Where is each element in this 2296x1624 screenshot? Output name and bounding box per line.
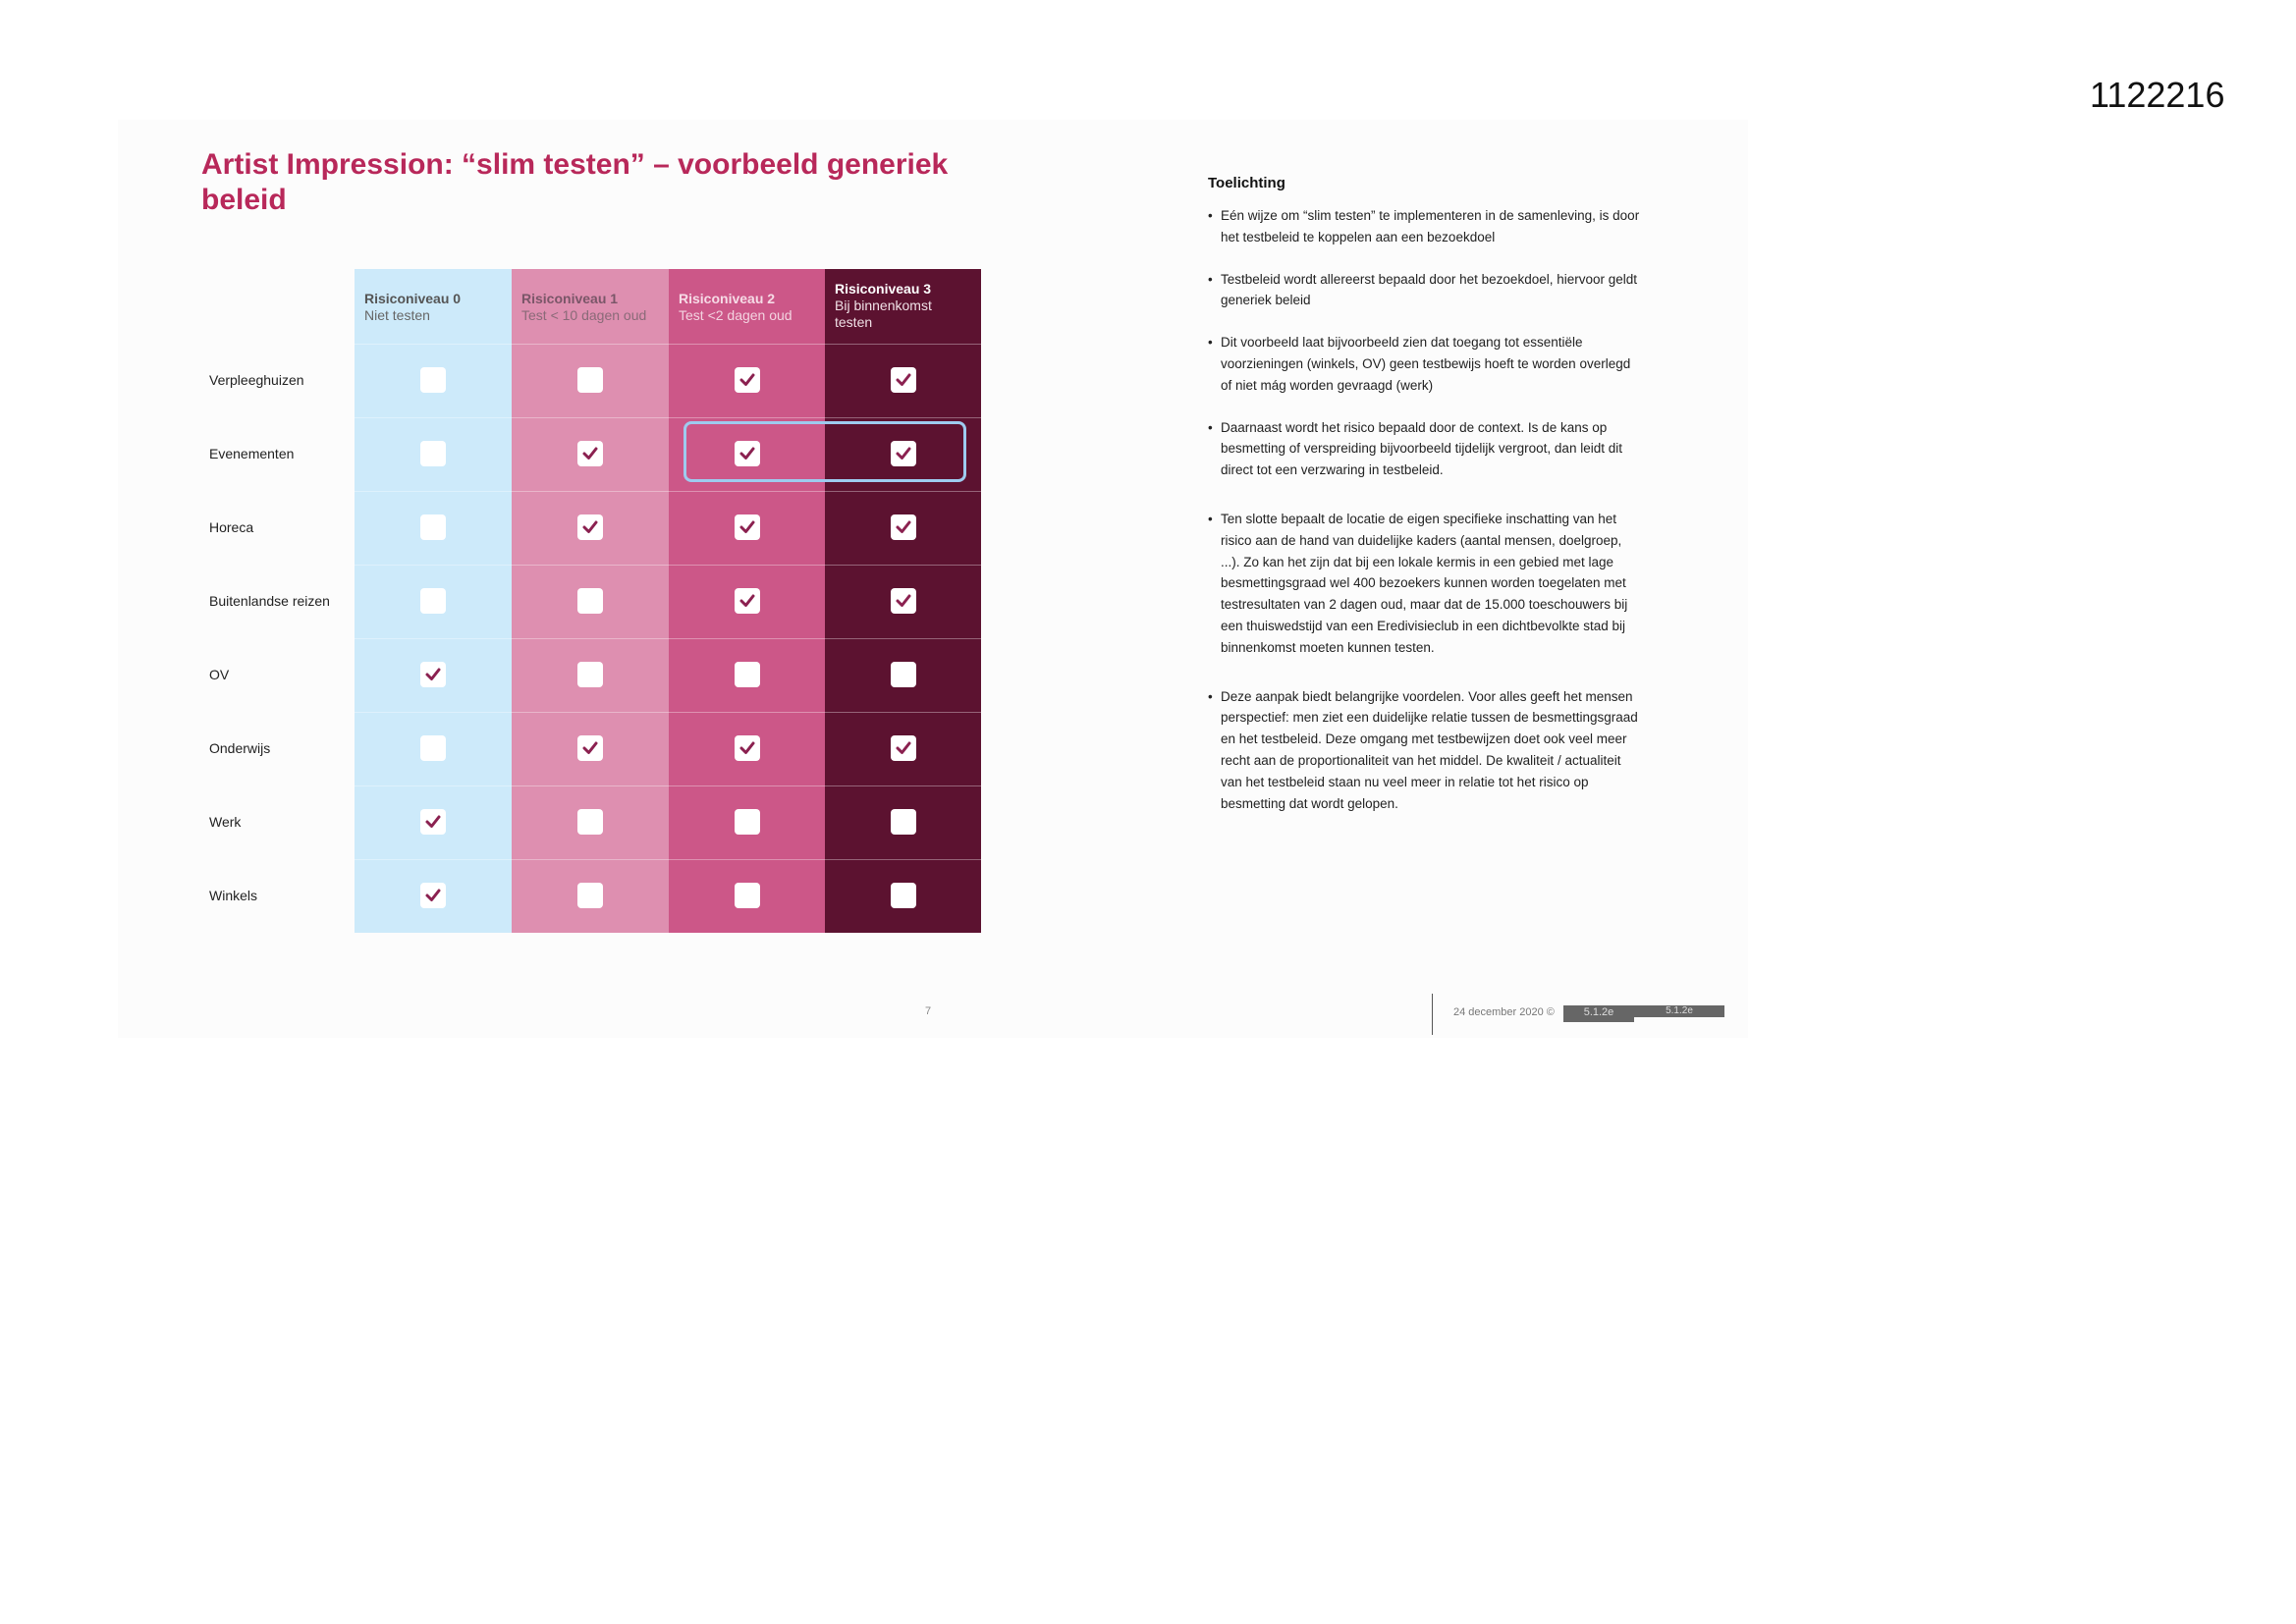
footer-divider [1432,994,1433,1035]
checkmark-icon [738,370,757,390]
level-description: Test <2 dagen oud [679,307,793,323]
checkbox-unchecked[interactable] [420,735,446,761]
checkbox-checked[interactable] [577,735,603,761]
checkmark-icon [738,517,757,537]
page-number: 7 [925,1005,932,1017]
checkbox-unchecked[interactable] [735,809,760,835]
checkmark-icon [738,738,757,758]
row-label: Buitenlandse reizen [209,593,330,609]
row-divider [355,491,981,492]
checkbox-checked[interactable] [735,514,760,540]
level-name: Risiconiveau 2 [679,291,776,306]
checkbox-checked[interactable] [735,367,760,393]
checkbox-unchecked[interactable] [891,809,916,835]
row-label: Werk [209,814,242,830]
checkbox-checked[interactable] [577,514,603,540]
row-divider [355,859,981,860]
level-header [825,269,982,344]
checkbox-checked[interactable] [891,735,916,761]
level-description: Test < 10 dagen oud [521,307,647,323]
checkmark-icon [580,738,600,758]
checkbox-unchecked[interactable] [735,662,760,687]
checkmark-icon [423,665,443,684]
checkbox-unchecked[interactable] [577,588,603,614]
level-name: Risiconiveau 3 [835,281,932,297]
checkbox-checked[interactable] [420,809,446,835]
explanation-panel [1208,175,1640,835]
checkbox-checked[interactable] [891,588,916,614]
row-label: Onderwijs [209,740,271,756]
checkbox-unchecked[interactable] [577,809,603,835]
explanation-list [1208,205,1640,814]
page-title: Artist Impression: “slim testen” – voorbeeld generiek beleid [201,148,949,216]
checkbox-unchecked[interactable] [420,514,446,540]
checkmark-icon [894,370,913,390]
checkbox-unchecked[interactable] [420,588,446,614]
explanation-bullet: • Daarnaast wordt het risico bepaald door de context. Is de kans op besmetting of verspreiding bijvoorbeeld tijdelijk vergroot, dan leidt dit direct tot een verzwaring in testbeleid. [1208,417,1640,481]
checkbox-checked[interactable] [420,883,446,908]
checkbox-checked[interactable] [891,367,916,393]
row-divider [355,417,981,418]
checkbox-unchecked[interactable] [420,441,446,466]
level-description: Niet testen [364,307,430,323]
level-header [355,269,512,344]
checkmark-icon [423,886,443,905]
checkbox-unchecked[interactable] [735,883,760,908]
explanation-bullet: • Dit voorbeeld laat bijvoorbeeld zien dat toegang tot essentiële voorzieningen (winkels, OV) geen testbewijs hoeft te worden overlegd of niet mág worden gevraagd (werk) [1208,332,1640,396]
checkmark-icon [580,444,600,463]
redaction-box: 5.1.2e [1634,1005,1724,1017]
row-divider [355,785,981,786]
explanation-bullet: • Ten slotte bepaalt de locatie de eigen specifieke inschatting van het risico aan de hand van duidelijke kaders (aantal mensen, doelgroep, ...). Zo kan het zijn dat bij een lokale kermis in een gebied met lage besmettingsgraad wel 400 bezoekers kunnen worden toegelaten met testresultaten van 2 dagen oud, maar dat de 15.000 toeschouwers bij een thuiswedstijd van een Eredivisieclub in een dichtbevolkte stad bij binnenkomst moeten kunnen testen. [1208,509,1640,659]
checkmark-icon [423,812,443,832]
checkbox-unchecked[interactable] [577,883,603,908]
footer-date: 24 december 2020 © [1453,1006,1555,1018]
level-header [512,269,669,344]
level-header [669,269,826,344]
checkmark-icon [580,517,600,537]
level-name: Risiconiveau 0 [364,291,462,306]
explanation-bullet: • Testbeleid wordt allereerst bepaald door het bezoekdoel, hiervoor geldt generiek beleid [1208,269,1640,312]
checkbox-checked[interactable] [577,441,603,466]
row-label: OV [209,667,230,682]
checkmark-icon [738,591,757,611]
row-divider [355,344,981,345]
highlight-box [683,421,966,482]
checkbox-unchecked[interactable] [420,367,446,393]
checkbox-checked[interactable] [420,662,446,687]
checkbox-unchecked[interactable] [891,883,916,908]
explanation-heading: Toelichting [1208,175,1285,191]
row-label: Verpleeghuizen [209,372,304,388]
checkbox-checked[interactable] [891,514,916,540]
row-divider [355,565,981,566]
document-number: 1122216 [2090,75,2225,115]
checkmark-icon [894,591,913,611]
checkmark-icon [894,738,913,758]
redaction-box: 5.1.2e [1563,1005,1634,1022]
row-label: Evenementen [209,446,295,461]
level-name: Risiconiveau 1 [521,291,619,306]
row-divider [355,638,981,639]
row-divider [355,712,981,713]
row-label: Winkels [209,888,258,903]
explanation-bullet: • Deze aanpak biedt belangrijke voordelen. Voor alles geeft het mensen perspectief: men ziet een duidelijke relatie tussen de besmettingsgraad en het testbeleid. Deze omgang met testbewijzen doet ook veel meer recht aan de proportionaliteit van het middel. De kwaliteit / actualiteit van het testbeleid staan nu veel meer in relatie tot het risico op besmetting dat wordt gelopen. [1208,686,1640,815]
checkbox-checked[interactable] [735,588,760,614]
level-description: Bij binnenkomst testen [835,298,932,330]
row-label: Horeca [209,519,254,535]
checkmark-icon [894,517,913,537]
checkbox-unchecked[interactable] [577,367,603,393]
checkbox-unchecked[interactable] [577,662,603,687]
checkbox-unchecked[interactable] [891,662,916,687]
explanation-bullet: • Eén wijze om “slim testen” te implementeren in de samenleving, is door het testbeleid te koppelen aan een bezoekdoel [1208,205,1640,248]
checkbox-checked[interactable] [735,735,760,761]
